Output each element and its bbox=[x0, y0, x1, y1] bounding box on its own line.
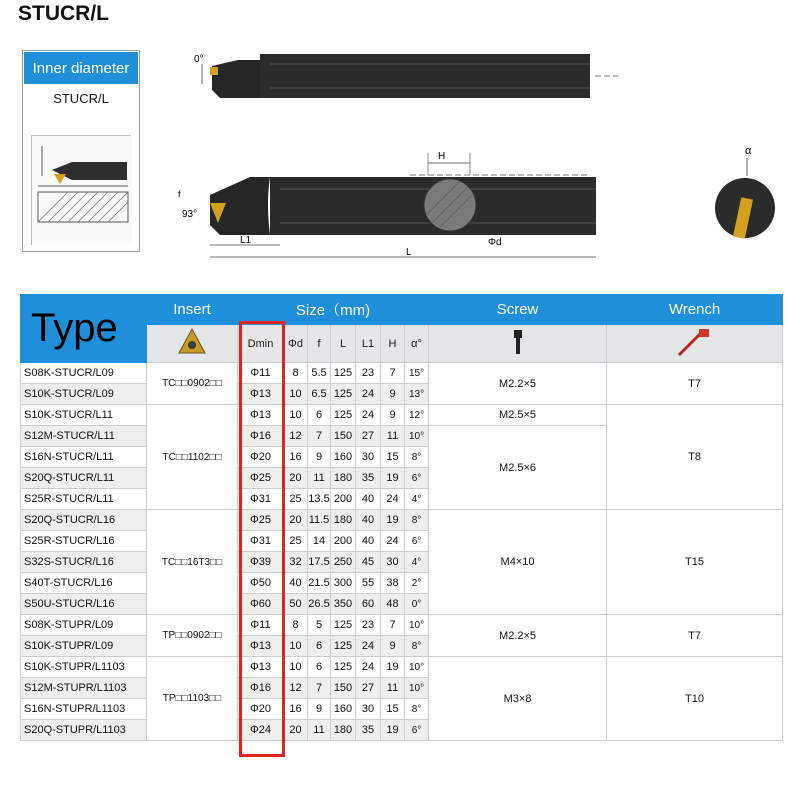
size-d-cell: 25 bbox=[284, 489, 308, 510]
insert-image bbox=[147, 325, 238, 363]
type-cell: S12M-STUCR/L11 bbox=[21, 426, 147, 447]
size-dmin-cell: Φ25 bbox=[238, 510, 284, 531]
size-f-cell: 26.5 bbox=[308, 594, 331, 615]
size-l1-cell: 55 bbox=[356, 573, 381, 594]
type-cell: S25R-STUCR/L11 bbox=[21, 489, 147, 510]
size-l-cell: 250 bbox=[331, 552, 356, 573]
size-f-cell: 9 bbox=[308, 699, 331, 720]
type-cell: S08K-STUPR/L09 bbox=[21, 615, 147, 636]
size-l-cell: 125 bbox=[331, 363, 356, 384]
size-h-cell: 15 bbox=[381, 699, 405, 720]
size-h-cell: 7 bbox=[381, 363, 405, 384]
size-d-cell: 8 bbox=[284, 363, 308, 384]
wrench-cell: T7 bbox=[607, 615, 783, 657]
size-dmin-cell: Φ50 bbox=[238, 573, 284, 594]
size-d-cell: 10 bbox=[284, 657, 308, 678]
size-dmin-cell: Φ24 bbox=[238, 720, 284, 741]
size-a-cell: 8° bbox=[405, 510, 429, 531]
size-l1-cell: 27 bbox=[356, 426, 381, 447]
size-l1-cell: 23 bbox=[356, 363, 381, 384]
size-d-cell: 12 bbox=[284, 426, 308, 447]
type-cell: S20Q-STUCR/L16 bbox=[21, 510, 147, 531]
size-f-cell: 6 bbox=[308, 405, 331, 426]
type-cell: S10K-STUPR/L09 bbox=[21, 636, 147, 657]
phi-d-label: Φd bbox=[488, 237, 502, 248]
size-a-cell: 12° bbox=[405, 405, 429, 426]
size-f-cell: 7 bbox=[308, 426, 331, 447]
size-dmin-cell: Φ31 bbox=[238, 531, 284, 552]
size-a-cell: 10° bbox=[405, 615, 429, 636]
size-l1-cell: 40 bbox=[356, 489, 381, 510]
size-dmin-cell: Φ16 bbox=[238, 426, 284, 447]
size-l1-cell: 45 bbox=[356, 552, 381, 573]
size-d-cell: 12 bbox=[284, 678, 308, 699]
size-l1-cell: 40 bbox=[356, 510, 381, 531]
size-d-cell: 20 bbox=[284, 720, 308, 741]
size-dmin-cell: Φ13 bbox=[238, 405, 284, 426]
size-a-cell: 6° bbox=[405, 720, 429, 741]
size-f-cell: 5 bbox=[308, 615, 331, 636]
size-h-cell: 30 bbox=[381, 552, 405, 573]
tool-top-view bbox=[170, 145, 630, 265]
page-title: STUCR/L bbox=[18, 2, 109, 25]
size-a-cell: 10° bbox=[405, 678, 429, 699]
size-l-cell: 125 bbox=[331, 657, 356, 678]
screw-icon bbox=[429, 325, 607, 363]
size-f-cell: 13.5 bbox=[308, 489, 331, 510]
size-l-cell: 180 bbox=[331, 468, 356, 489]
size-l-cell: 125 bbox=[331, 405, 356, 426]
size-dmin-cell: Φ13 bbox=[238, 657, 284, 678]
size-d-cell: 10 bbox=[284, 384, 308, 405]
size-a-cell: 0° bbox=[405, 594, 429, 615]
size-h-cell: 38 bbox=[381, 573, 405, 594]
type-cell: S50U-STUCR/L16 bbox=[21, 594, 147, 615]
size-header: Size（mm) bbox=[238, 295, 429, 325]
type-header: Type bbox=[21, 295, 147, 363]
spec-table bbox=[20, 294, 783, 741]
size-h-cell: 24 bbox=[381, 489, 405, 510]
size-a-cell: 2° bbox=[405, 573, 429, 594]
size-f-cell: 11 bbox=[308, 468, 331, 489]
size-a-cell: 15° bbox=[405, 363, 429, 384]
legend-code: STUCR/L bbox=[53, 91, 109, 106]
size-l1-cell: 30 bbox=[356, 447, 381, 468]
size-l1-cell: 24 bbox=[356, 657, 381, 678]
insert-cell: TP□□1103□□ bbox=[147, 657, 238, 741]
type-cell: S12M-STUPR/L1103 bbox=[21, 678, 147, 699]
insert-cell: TC□□0902□□ bbox=[147, 363, 238, 405]
legend-header: Inner diameter bbox=[24, 52, 138, 84]
insert-cell: TP□□0902□□ bbox=[147, 615, 238, 657]
size-a-cell: 8° bbox=[405, 447, 429, 468]
size-h-cell: 9 bbox=[381, 636, 405, 657]
type-cell: S16N-STUCR/L11 bbox=[21, 447, 147, 468]
size-dmin-cell: Φ11 bbox=[238, 615, 284, 636]
type-cell: S16N-STUPR/L1103 bbox=[21, 699, 147, 720]
table-row bbox=[21, 615, 783, 636]
l1-label: L1 bbox=[240, 235, 252, 246]
size-l-cell: 160 bbox=[331, 447, 356, 468]
type-cell: S40T-STUCR/L16 bbox=[21, 573, 147, 594]
tool-end-view bbox=[705, 140, 785, 250]
size-d-cell: 20 bbox=[284, 468, 308, 489]
type-cell: S10K-STUPR/L1103 bbox=[21, 657, 147, 678]
size-h-cell: 19 bbox=[381, 510, 405, 531]
size-h-cell: 7 bbox=[381, 615, 405, 636]
size-l-cell: 150 bbox=[331, 426, 356, 447]
size-l1-cell: 30 bbox=[356, 699, 381, 720]
size-h-cell: 24 bbox=[381, 531, 405, 552]
insert-header: Insert bbox=[147, 295, 238, 325]
size-l-cell: 350 bbox=[331, 594, 356, 615]
h-label: H bbox=[438, 151, 446, 162]
screw-cell: M2.5×6 bbox=[429, 426, 607, 510]
size-a-cell: 6° bbox=[405, 468, 429, 489]
size-l1-cell: 40 bbox=[356, 531, 381, 552]
size-f-cell: 14 bbox=[308, 531, 331, 552]
type-cell: S25R-STUCR/L16 bbox=[21, 531, 147, 552]
legend-box bbox=[22, 50, 140, 252]
col-alpha: α° bbox=[405, 325, 429, 363]
size-l1-cell: 35 bbox=[356, 468, 381, 489]
screw-cell: M2.2×5 bbox=[429, 615, 607, 657]
col-l: L bbox=[331, 325, 356, 363]
size-a-cell: 10° bbox=[405, 657, 429, 678]
size-l-cell: 200 bbox=[331, 489, 356, 510]
size-f-cell: 11.5 bbox=[308, 510, 331, 531]
size-d-cell: 16 bbox=[284, 699, 308, 720]
size-d-cell: 10 bbox=[284, 636, 308, 657]
size-l1-cell: 27 bbox=[356, 678, 381, 699]
size-dmin-cell: Φ11 bbox=[238, 363, 284, 384]
size-f-cell: 5.5 bbox=[308, 363, 331, 384]
size-h-cell: 48 bbox=[381, 594, 405, 615]
table-row bbox=[21, 405, 783, 426]
size-l1-cell: 35 bbox=[356, 720, 381, 741]
table-row bbox=[21, 657, 783, 678]
size-d-cell: 40 bbox=[284, 573, 308, 594]
size-h-cell: 19 bbox=[381, 657, 405, 678]
size-dmin-cell: Φ20 bbox=[238, 699, 284, 720]
f-label: f bbox=[178, 189, 181, 199]
size-f-cell: 6 bbox=[308, 636, 331, 657]
size-a-cell: 8° bbox=[405, 636, 429, 657]
size-d-cell: 8 bbox=[284, 615, 308, 636]
wrench-cell: T10 bbox=[607, 657, 783, 741]
size-h-cell: 15 bbox=[381, 447, 405, 468]
size-dmin-cell: Φ16 bbox=[238, 678, 284, 699]
size-h-cell: 19 bbox=[381, 720, 405, 741]
type-cell: S20Q-STUCR/L11 bbox=[21, 468, 147, 489]
size-l-cell: 180 bbox=[331, 510, 356, 531]
angle-zero-label: 0° bbox=[194, 54, 204, 65]
type-cell: S20Q-STUPR/L1103 bbox=[21, 720, 147, 741]
size-f-cell: 17.5 bbox=[308, 552, 331, 573]
screw-header: Screw bbox=[429, 295, 607, 325]
type-cell: S10K-STUCR/L11 bbox=[21, 405, 147, 426]
col-h: H bbox=[381, 325, 405, 363]
size-l-cell: 150 bbox=[331, 678, 356, 699]
alpha-label: α bbox=[745, 145, 752, 157]
size-h-cell: 9 bbox=[381, 384, 405, 405]
l-label: L bbox=[406, 247, 412, 258]
size-l1-cell: 24 bbox=[356, 384, 381, 405]
screw-cell: M2.2×5 bbox=[429, 363, 607, 405]
wrench-header: Wrench bbox=[607, 295, 783, 325]
wrench-icon bbox=[607, 325, 783, 363]
size-a-cell: 8° bbox=[405, 699, 429, 720]
size-l1-cell: 24 bbox=[356, 636, 381, 657]
size-a-cell: 10° bbox=[405, 426, 429, 447]
size-dmin-cell: Φ13 bbox=[238, 636, 284, 657]
size-h-cell: 9 bbox=[381, 405, 405, 426]
size-h-cell: 19 bbox=[381, 468, 405, 489]
size-l1-cell: 23 bbox=[356, 615, 381, 636]
size-d-cell: 16 bbox=[284, 447, 308, 468]
size-f-cell: 11 bbox=[308, 720, 331, 741]
size-dmin-cell: Φ25 bbox=[238, 468, 284, 489]
tool-side-view bbox=[190, 40, 620, 110]
table-row bbox=[21, 510, 783, 531]
size-l-cell: 125 bbox=[331, 636, 356, 657]
size-dmin-cell: Φ20 bbox=[238, 447, 284, 468]
size-dmin-cell: Φ13 bbox=[238, 384, 284, 405]
insert-cell: TC□□1102□□ bbox=[147, 405, 238, 510]
size-l1-cell: 24 bbox=[356, 405, 381, 426]
size-dmin-cell: Φ39 bbox=[238, 552, 284, 573]
size-dmin-cell: Φ60 bbox=[238, 594, 284, 615]
col-f: f bbox=[308, 325, 331, 363]
col-phi-d: Φd bbox=[284, 325, 308, 363]
size-l-cell: 125 bbox=[331, 384, 356, 405]
size-d-cell: 25 bbox=[284, 531, 308, 552]
size-a-cell: 13° bbox=[405, 384, 429, 405]
size-d-cell: 20 bbox=[284, 510, 308, 531]
size-a-cell: 6° bbox=[405, 531, 429, 552]
size-h-cell: 11 bbox=[381, 426, 405, 447]
size-f-cell: 6 bbox=[308, 657, 331, 678]
size-h-cell: 11 bbox=[381, 678, 405, 699]
size-d-cell: 50 bbox=[284, 594, 308, 615]
screw-cell: M3×8 bbox=[429, 657, 607, 741]
size-f-cell: 7 bbox=[308, 678, 331, 699]
wrench-cell: T7 bbox=[607, 363, 783, 405]
size-a-cell: 4° bbox=[405, 552, 429, 573]
size-l-cell: 180 bbox=[331, 720, 356, 741]
angle-93-label: 93° bbox=[182, 209, 198, 220]
size-l-cell: 160 bbox=[331, 699, 356, 720]
size-l-cell: 200 bbox=[331, 531, 356, 552]
insert-cell: TC□□16T3□□ bbox=[147, 510, 238, 615]
size-f-cell: 6.5 bbox=[308, 384, 331, 405]
wrench-cell: T15 bbox=[607, 510, 783, 615]
screw-cell: M2.5×5 bbox=[429, 405, 607, 426]
size-d-cell: 32 bbox=[284, 552, 308, 573]
size-f-cell: 9 bbox=[308, 447, 331, 468]
table-body bbox=[21, 363, 783, 741]
col-dmin: Dmin bbox=[238, 325, 284, 363]
col-l1: L1 bbox=[356, 325, 381, 363]
size-a-cell: 4° bbox=[405, 489, 429, 510]
size-dmin-cell: Φ31 bbox=[238, 489, 284, 510]
type-cell: S10K-STUCR/L09 bbox=[21, 384, 147, 405]
wrench-cell: T8 bbox=[607, 405, 783, 510]
type-cell: S32S-STUCR/L16 bbox=[21, 552, 147, 573]
table-row bbox=[21, 363, 783, 384]
size-l1-cell: 60 bbox=[356, 594, 381, 615]
bore-illustration bbox=[31, 135, 131, 245]
screw-cell: M4×10 bbox=[429, 510, 607, 615]
size-l-cell: 125 bbox=[331, 615, 356, 636]
size-d-cell: 10 bbox=[284, 405, 308, 426]
size-l-cell: 300 bbox=[331, 573, 356, 594]
type-cell: S08K-STUCR/L09 bbox=[21, 363, 147, 384]
size-f-cell: 21.5 bbox=[308, 573, 331, 594]
